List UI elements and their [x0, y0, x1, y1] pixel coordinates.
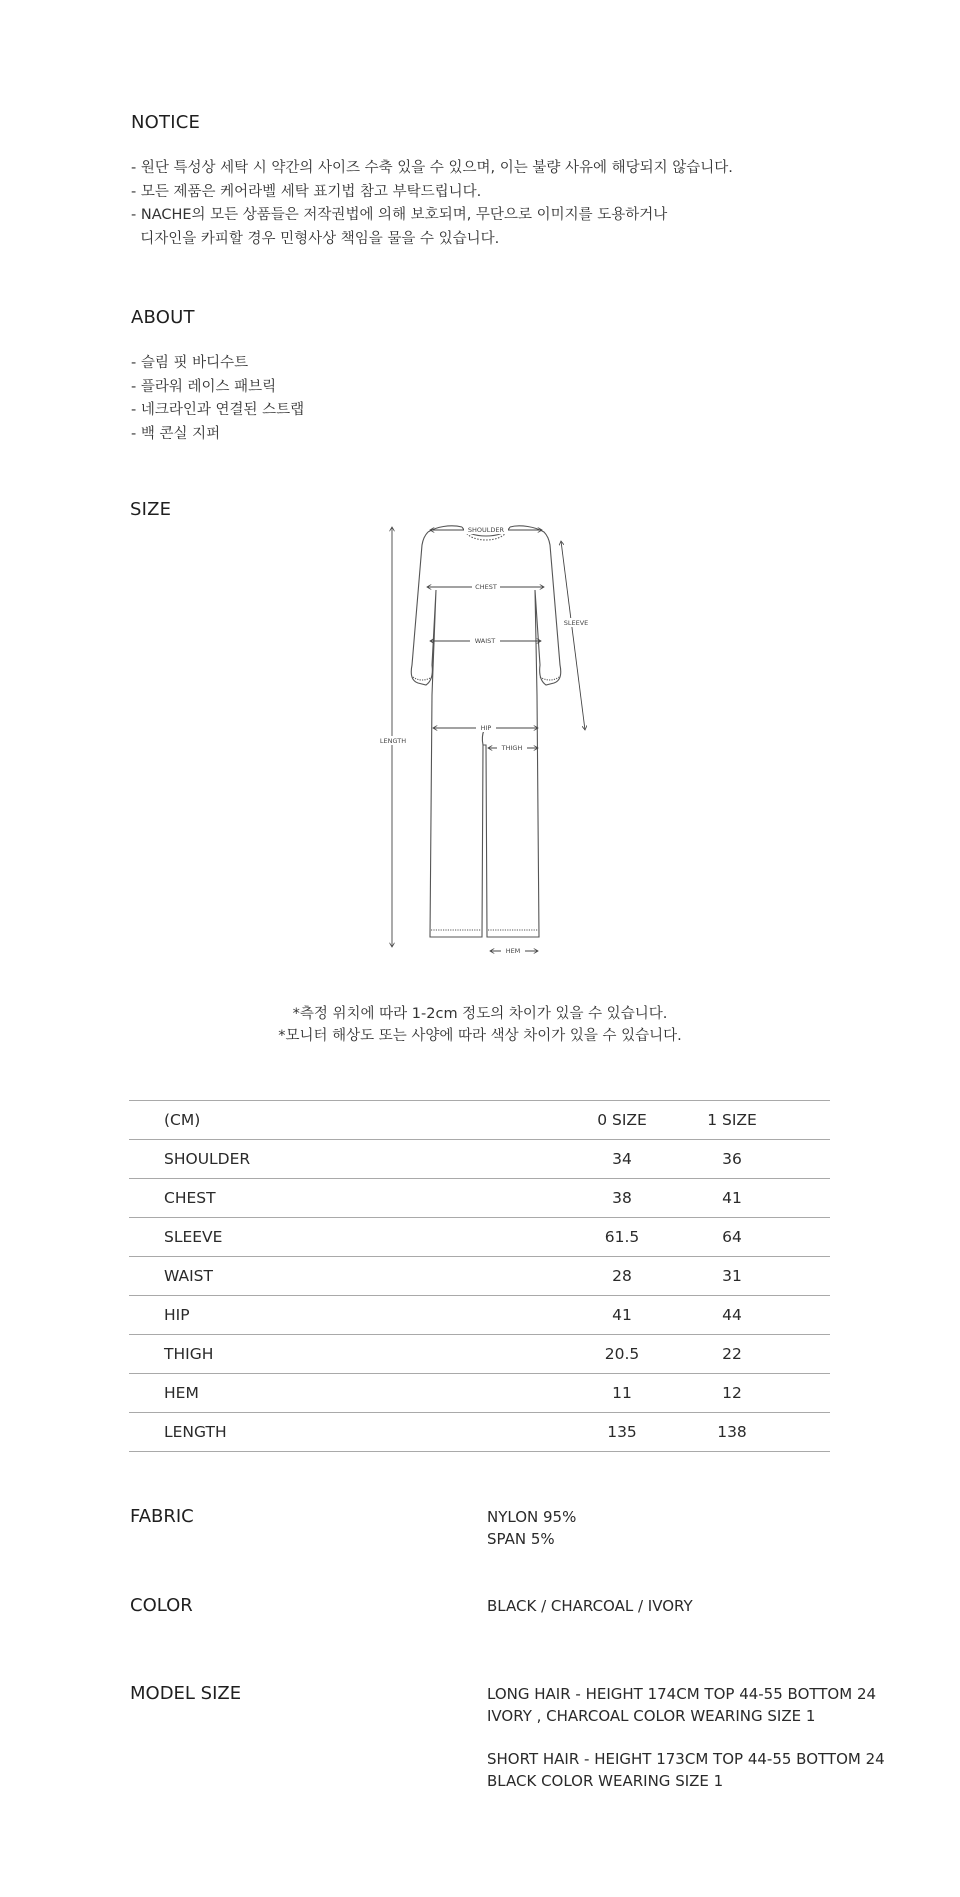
row-label: SLEEVE	[129, 1218, 567, 1257]
model-size-long-hair	[487, 1683, 876, 1727]
row-label: HIP	[129, 1296, 567, 1335]
table-row	[129, 1218, 830, 1257]
row-label: WAIST	[129, 1257, 567, 1296]
about-line: - 슬림 핏 바디수트	[131, 355, 249, 371]
row-label: SHOULDER	[129, 1140, 567, 1179]
color-label: COLOR	[130, 1595, 193, 1616]
model-size-label: MODEL SIZE	[130, 1683, 242, 1704]
label-chest: CHEST	[475, 583, 497, 591]
label-sleeve: SLEEVE	[563, 619, 589, 627]
notice-line: - NACHE의 모든 상품들은 저작권법에 의해 보호되며, 무단으로 이미지를 도용하거나	[131, 207, 668, 223]
cell-size-1: 64	[677, 1218, 787, 1257]
table-row	[129, 1257, 830, 1296]
label-thigh: THIGH	[501, 744, 523, 752]
cell-size-1: 12	[677, 1374, 787, 1413]
cell-size-1: 44	[677, 1296, 787, 1335]
size-table	[129, 1100, 830, 1452]
garment-measurement-diagram	[370, 515, 600, 955]
notice-list	[131, 157, 733, 251]
notice-heading: NOTICE	[131, 112, 201, 133]
about-line: - 백 콘실 지퍼	[131, 425, 221, 442]
model-size-short-hair	[487, 1748, 885, 1792]
label-hip: HIP	[480, 724, 492, 732]
row-label: HEM	[129, 1374, 567, 1413]
table-row	[129, 1179, 830, 1218]
fabric-line: SPAN 5%	[487, 1530, 555, 1548]
table-row	[129, 1335, 830, 1374]
about-line: - 플라워 레이스 패브릭	[131, 378, 277, 395]
row-label: LENGTH	[129, 1413, 567, 1452]
fabric-line: NYLON 95%	[487, 1508, 577, 1526]
table-row	[129, 1296, 830, 1335]
cell-size-0: 61.5	[567, 1218, 677, 1257]
cell-size-0: 34	[567, 1140, 677, 1179]
label-length: LENGTH	[379, 737, 407, 745]
about-line: - 네크라인과 연결된 스트랩	[131, 402, 305, 418]
label-hem: HEM	[505, 947, 521, 955]
notice-line: 디자인을 카피할 경우 민형사상 책임을 물을 수 있습니다.	[131, 230, 500, 247]
table-row	[129, 1140, 830, 1179]
size-heading: SIZE	[130, 499, 172, 520]
monitor-note: *모니터 해상도 또는 사양에 따라 색상 차이가 있을 수 있습니다.	[278, 1028, 682, 1044]
column-header-size-0: 0 SIZE	[567, 1101, 677, 1140]
about-heading: ABOUT	[131, 307, 195, 328]
row-label: THIGH	[129, 1335, 567, 1374]
cell-size-1: 36	[677, 1140, 787, 1179]
diagram-labels	[378, 525, 589, 955]
cell-size-0: 41	[567, 1296, 677, 1335]
fabric-label: FABRIC	[130, 1506, 194, 1527]
table-row	[129, 1374, 830, 1413]
model-line: BLACK COLOR WEARING SIZE 1	[487, 1772, 724, 1790]
notice-line: - 원단 특성상 세탁 시 약간의 사이즈 수축 있을 수 있으며, 이는 불량 사유에 해당되지 않습니다.	[131, 160, 733, 176]
measurement-note: *측정 위치에 따라 1-2cm 정도의 차이가 있을 수 있습니다.	[292, 1006, 668, 1022]
column-header-size-1: 1 SIZE	[677, 1101, 787, 1140]
cell-size-1: 31	[677, 1257, 787, 1296]
cell-size-0: 20.5	[567, 1335, 677, 1374]
cell-size-0: 135	[567, 1413, 677, 1452]
model-line: IVORY , CHARCOAL COLOR WEARING SIZE 1	[487, 1707, 816, 1725]
model-line: LONG HAIR - HEIGHT 174CM TOP 44-55 BOTTOM 24	[487, 1685, 877, 1703]
about-list	[131, 352, 304, 446]
cell-size-0: 38	[567, 1179, 677, 1218]
cell-size-1: 41	[677, 1179, 787, 1218]
cell-size-0: 11	[567, 1374, 677, 1413]
cell-size-1: 138	[677, 1413, 787, 1452]
table-row	[129, 1413, 830, 1452]
row-label: CHEST	[129, 1179, 567, 1218]
cell-size-1: 22	[677, 1335, 787, 1374]
table-header-row	[129, 1101, 830, 1140]
label-waist: WAIST	[474, 637, 496, 645]
fabric-values	[487, 1506, 576, 1550]
color-value: BLACK / CHARCOAL / IVORY	[487, 1597, 693, 1615]
cell-size-0: 28	[567, 1257, 677, 1296]
notice-line: - 모든 제품은 케어라벨 세탁 표기법 참고 부탁드립니다.	[131, 183, 482, 200]
model-line: SHORT HAIR - HEIGHT 173CM TOP 44-55 BOTTOM 24	[487, 1750, 885, 1768]
unit-header: (CM)	[129, 1101, 567, 1140]
label-shoulder: SHOULDER	[467, 526, 505, 534]
